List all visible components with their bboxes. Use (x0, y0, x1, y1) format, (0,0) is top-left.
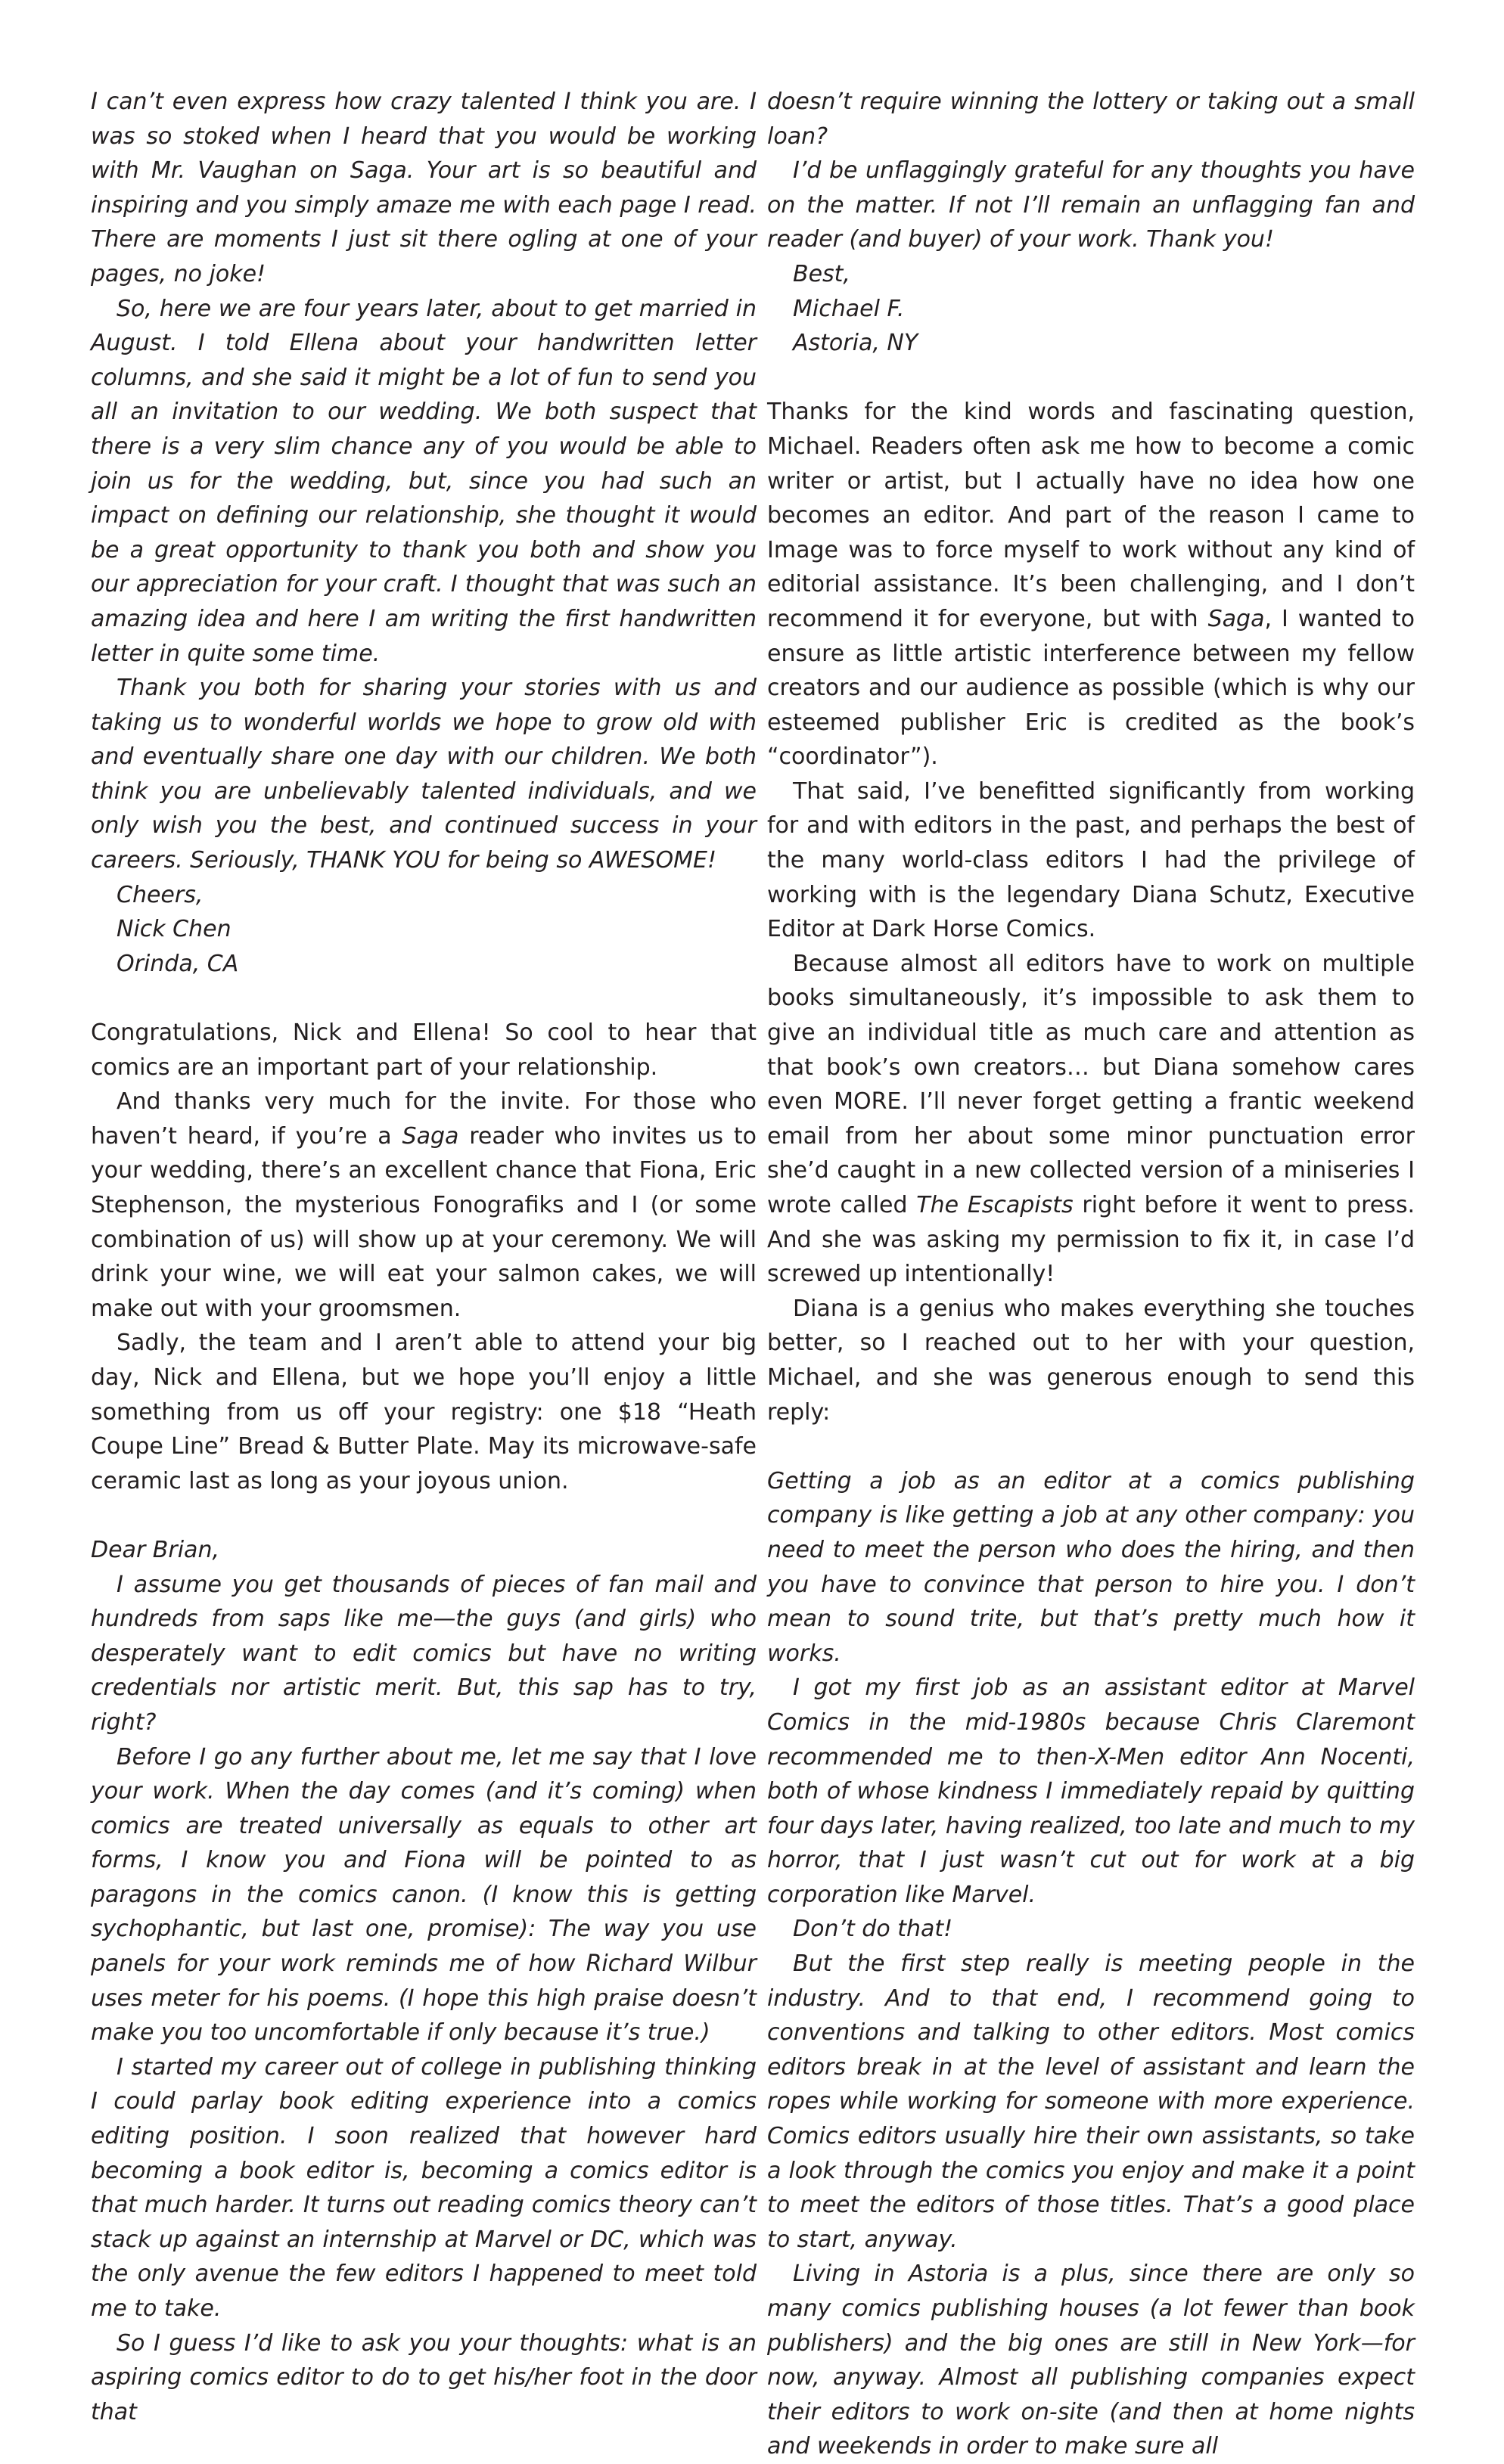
section-gap (767, 361, 1415, 396)
reply-paragraph (767, 947, 1415, 1292)
book-title: Saga (402, 1122, 459, 1150)
quoted-paragraph: Don’t do that! (793, 1916, 953, 1943)
reply-text: Thanks for the kind words and fascinating question, Michael. Readers often ask me how to become a comic writer or artist, but I actually have no idea how one becomes an editor. And part of the reason I came to Image was to force myself to work without any kind of editorial assistance. It’s been challenging, and I don’t recommend it for everyone, but with (767, 399, 1415, 632)
letter-signoff: Cheers, (117, 881, 204, 908)
section-gap (91, 1498, 757, 1533)
letter-michael-continued (767, 85, 1415, 361)
quoted-paragraph: Living in Astoria is a plus, since there are only so many comics publishing houses (a lot fewer than book publishers) and the big ones are still in New York—for now, anyway. Almost all publishing companies expect their editors to work on-site (and then at home nights and weekends in order to make sure all (767, 2261, 1415, 2460)
quoted-paragraph: But the first step really is meeting people in the industry. And to that end, I recommend going to conventions and talking to other editors. Most comics editors break in at the level of assistant and learn the ropes while working for someone with more experience. Comics editors usually hire their own assistants, so take a look through the comics you enjoy and make it a point to meet the editors of those titles. That’s a good place to start, anyway. (767, 1950, 1415, 2253)
letter-paragraph: So I guess I’d like to ask you your thoughts: what is an aspiring comics editor to do to get his/her foot in the door that (91, 2329, 757, 2425)
letter-paragraph: I assume you get thousands of pieces of fan mail and hundreds from saps like me—the guys (and girls) who desperately want to edit comics but have no writing credentials nor artistic merit. But, this sap has to try, right? (91, 1571, 757, 1736)
quoted-paragraph: Getting a job as an editor at a comics publishing company is like getting a job at any other company: you need to meet the person who does the hiring, and then you have to convince that person to hire you. I don’t mean to sound trite, but that’s pretty much how it works. (767, 1467, 1415, 1667)
letter-paragraph: So, here we are four years later, about to get married in August. I told Ellena about your handwritten letter columns, and she said it might be a lot of fun to send you all an invitation to our wedding. We both suspect that there is a very slim chance any of you would be able to join us for the wedding, but, since you had such an impact on defining our relationship, she thought it would be a great opportunity to thank you both and show you our appreciation for your craft. I thought that was such an amazing idea and here I am writing the first handwritten letter in quite some time. (91, 295, 757, 667)
reply-paragraph (91, 1085, 757, 1326)
right-column (767, 85, 1415, 2464)
reply-text: , I wanted to ensure as little artistic interference between my fellow creators and our audience as possible (which is why our esteemed publisher Eric is credited as the book’s “coordinator”). (767, 605, 1415, 771)
letter-paragraph: I can’t even express how crazy talented I think you are. I was so stoked when I heard that you would be working with Mr. Vaughan on Saga. Your art is so beautiful and inspiring and you simply amaze me with each page I read. There are moments I just sit there ogling at one of your pages, no joke! (91, 88, 757, 287)
letter-michael (91, 1533, 757, 2429)
reply-text: And thanks very much for the invite. For those who haven’t heard, if you’re a (91, 1088, 757, 1150)
reply-text: reader who invites us to your wedding, there’s an excellent chance that Fiona, Eric Stephenson, the mysterious Fonografiks and I (or some combination of us) will show up at your ceremony. We will drink your wine, we will eat your salmon cakes, we will make out with your groomsmen. (91, 1122, 757, 1322)
letter-paragraph: Thank you both for sharing your stories with us and taking us to wonderful worlds we hope to grow old with and eventually share one day with our children. We both think you are unbelievably talented individuals, and we only wish you the best, and continued success in your careers. Seriously, THANK YOU for being so AWESOME! (91, 675, 757, 874)
letter-paragraph: I started my career out of college in publishing thinking I could parlay book editing experience into a comics editing position. I soon realized that however hard becoming a book editor is, becoming a comics editor is that much harder. It turns out reading comics theory can’t stack up against an internship at Marvel or DC, which was the only avenue the few editors I happened to meet told me to take. (91, 2053, 757, 2322)
letter-paragraph: I’d be unflaggingly grateful for any thoughts you have on the matter. If not I’ll remain an unflagging fan and reader (and buyer) of your work. Thank you! (767, 157, 1415, 253)
letter-author-location: Astoria, NY (793, 330, 918, 357)
reply-paragraph: Congratulations, Nick and Ellena! So cool to hear that comics are an important part of your relationship. (91, 1019, 757, 1081)
reply-paragraph: Sadly, the team and I aren’t able to attend your big day, Nick and Ellena, but we hope you’ll enjoy a little something from us off your registry: one $18 “Heath Coupe Line” Bread & Butter Plate. May its microwave-safe ceramic last as long as your joyous union. (91, 1330, 757, 1494)
letter-author-location: Orinda, CA (117, 950, 239, 977)
book-title: The Escapists (916, 1192, 1074, 1218)
reply-text: right before it went to press. And she was asking my permission to fix it, in case I’d screwed up intentionally! (767, 1192, 1415, 1288)
letter-author-name: Michael F. (793, 295, 905, 322)
reply-paragraph: That said, I’ve benefitted significantly from working for and with editors in the past, and perhaps the best of the many world-class editors I had the privilege of working with is the legendary Diana Schutz, Executive Editor at Dark Horse Comics. (767, 777, 1415, 943)
diana-schutz-reply (767, 1464, 1415, 2464)
reply-to-michael (767, 395, 1415, 1429)
section-gap (91, 981, 757, 1016)
section-gap (767, 1429, 1415, 1464)
letter-nick-chen (91, 85, 757, 981)
letter-salutation: Dear Brian, (91, 1536, 219, 1563)
letter-paragraph: doesn’t require winning the lottery or taking out a small loan? (767, 88, 1415, 150)
left-column (91, 85, 757, 2429)
letter-signoff: Best, (793, 260, 850, 287)
quoted-paragraph: I got my first job as an assistant editor at Marvel Comics in the mid-1980s because Chris Claremont recommended me to then-X-Men editor Ann Nocenti, both of whose kindness I immediately repaid by quitting four days later, having realized, too late and much to my horror, that I just wasn’t cut out for work at a big corporation like Marvel. (767, 1674, 1415, 1908)
reply-paragraph: Diana is a genius who makes everything she touches better, so I reached out to her with your question, Michael, and she was generous enough to send this reply: (767, 1295, 1415, 1426)
letter-author-name: Nick Chen (117, 916, 232, 943)
reply-paragraph (767, 395, 1415, 774)
reply-text: Because almost all editors have to work on multiple books simultaneously, it’s impossible to ask them to give an individual title as much care and attention as that book’s own creators… but Diana somehow cares even MORE. I’ll never forget getting a frantic weekend email from her about some minor punctuation error she’d caught in a new collected version of a miniseries I wrote called (767, 950, 1415, 1218)
book-title: Saga (1207, 605, 1265, 632)
letter-paragraph: Before I go any further about me, let me say that I love your work. When the day comes (and it’s coming) when comics are treated universally as equals to other art forms, I know you and Fiona will be pointed to as paragons in the comics canon. (I know this is getting sychophantic, but last one, promise): The way you use panels for your work reminds me of how Richard Wilbur uses meter for his poems. (I hope this high praise doesn’t make you too uncomfortable if only because it’s true.) (91, 1743, 757, 2047)
reply-to-nick (91, 1016, 757, 1498)
